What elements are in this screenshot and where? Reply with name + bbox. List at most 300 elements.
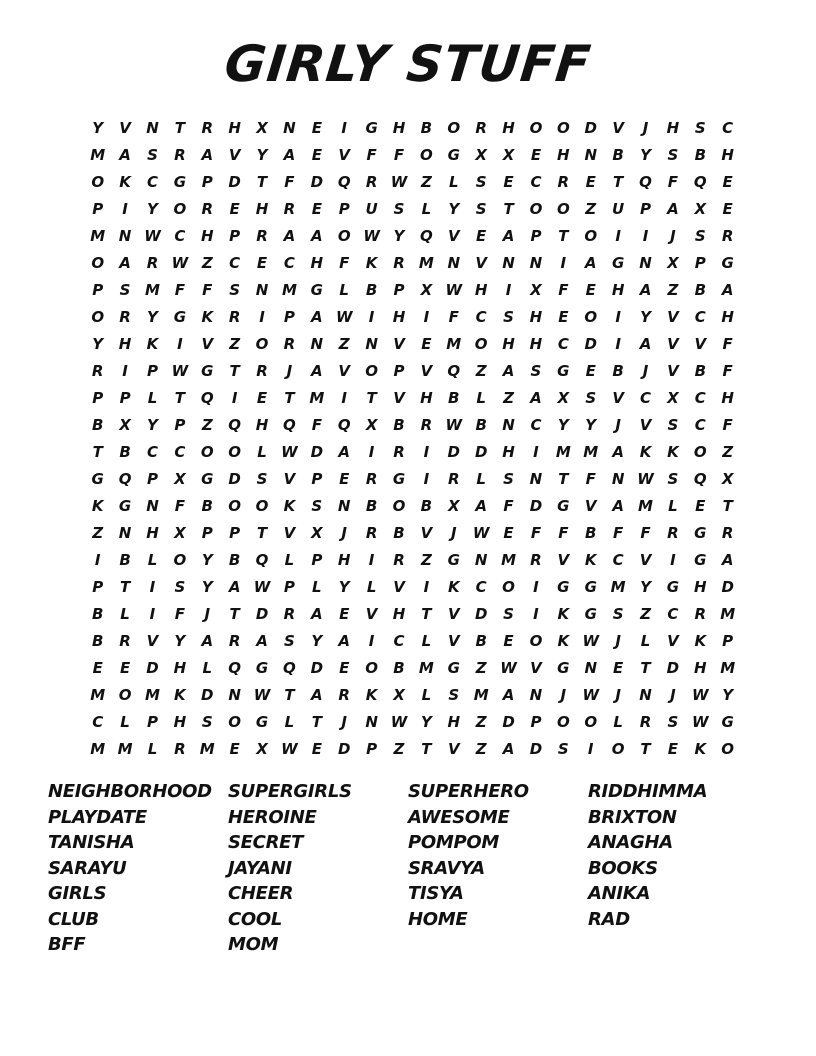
grid-letter[interactable]: R [393,442,405,461]
grid-letter[interactable]: V [393,388,405,407]
grid-letter[interactable]: O [173,199,187,218]
grid-letter[interactable]: P [119,388,131,407]
grid-letter[interactable]: N [365,334,378,353]
grid-letter[interactable]: F [722,415,733,434]
grid-letter[interactable]: Q [255,550,269,569]
grid-letter[interactable]: D [146,658,159,677]
grid-letter[interactable]: M [418,658,434,677]
grid-letter[interactable]: D [201,685,214,704]
grid-letter[interactable]: T [92,442,103,461]
grid-letter[interactable]: K [694,739,707,758]
grid-letter[interactable]: P [366,739,378,758]
grid-letter[interactable]: N [310,334,324,353]
grid-letter[interactable]: Y [92,118,104,137]
grid-letter[interactable]: G [447,550,460,569]
grid-letter[interactable]: P [338,199,350,218]
grid-letter[interactable]: G [584,577,597,596]
grid-letter[interactable]: M [583,442,599,461]
grid-letter[interactable]: M [90,739,106,758]
grid-letter[interactable]: N [639,685,652,704]
grid-letter[interactable]: V [447,739,460,758]
grid-letter[interactable]: Z [92,523,104,542]
grid-letter[interactable]: S [667,712,679,731]
grid-letter[interactable]: I [368,307,375,326]
grid-letter[interactable]: Y [640,145,651,164]
grid-letter[interactable]: Z [420,172,432,191]
grid-letter[interactable]: N [474,550,488,569]
grid-letter[interactable]: G [173,172,187,191]
grid-letter[interactable]: H [611,280,625,299]
grid-letter[interactable]: G [611,253,625,272]
grid-letter[interactable]: H [173,712,187,731]
grid-letter[interactable]: D [529,496,543,515]
grid-letter[interactable]: F [339,253,350,272]
grid-letter[interactable]: L [668,496,678,515]
grid-letter[interactable]: D [337,739,351,758]
grid-letter[interactable]: A [119,145,131,164]
grid-letter[interactable]: V [530,658,542,677]
grid-letter[interactable]: A [667,199,679,218]
grid-letter[interactable]: P [283,577,295,596]
grid-letter[interactable]: P [92,577,104,596]
grid-letter[interactable]: G [310,280,323,299]
grid-letter[interactable]: V [393,334,405,353]
grid-letter[interactable]: Y [338,577,350,596]
grid-letter[interactable]: V [201,334,214,353]
grid-letter[interactable]: H [502,442,515,461]
grid-letter[interactable]: X [119,415,131,434]
grid-letter[interactable]: I [177,334,183,353]
grid-letter[interactable]: F [202,280,213,299]
grid-letter[interactable]: R [338,685,350,704]
grid-letter[interactable]: A [721,550,734,569]
grid-letter[interactable]: Z [640,604,651,623]
grid-letter[interactable]: D [255,604,269,623]
grid-letter[interactable]: M [145,280,160,299]
grid-letter[interactable]: W [637,469,654,488]
grid-letter[interactable]: A [201,631,214,650]
grid-letter[interactable]: E [311,145,322,164]
grid-letter[interactable]: S [284,631,295,650]
grid-letter[interactable]: N [118,523,132,542]
grid-letter[interactable]: N [283,118,296,137]
grid-letter[interactable]: N [611,469,625,488]
grid-letter[interactable]: Y [201,550,213,569]
grid-letter[interactable]: W [253,685,271,704]
grid-letter[interactable]: F [612,523,624,542]
grid-letter[interactable]: Y [311,631,323,650]
grid-letter[interactable]: S [694,226,706,245]
grid-letter[interactable]: A [311,604,323,623]
grid-letter[interactable]: V [667,334,679,353]
grid-letter[interactable]: K [146,334,159,353]
grid-letter[interactable]: A [530,388,542,407]
grid-letter[interactable]: Z [475,739,487,758]
grid-letter[interactable]: B [475,415,487,434]
grid-letter[interactable]: C [612,550,624,569]
grid-letter[interactable]: H [474,280,488,299]
grid-letter[interactable]: H [146,523,159,542]
grid-letter[interactable]: I [560,253,567,272]
grid-letter[interactable]: N [365,712,378,731]
grid-letter[interactable]: G [584,604,597,623]
grid-letter[interactable]: I [122,361,128,380]
grid-letter[interactable]: K [365,685,378,704]
grid-letter[interactable]: G [666,577,680,596]
grid-letter[interactable]: S [448,685,460,704]
grid-letter[interactable]: E [311,118,322,137]
grid-letter[interactable]: P [311,469,323,488]
grid-letter[interactable]: K [557,604,570,623]
grid-letter[interactable]: I [149,604,156,623]
grid-letter[interactable]: C [283,253,295,272]
grid-letter[interactable]: B [119,550,131,569]
grid-letter[interactable]: F [174,604,185,623]
grid-letter[interactable]: J [286,361,293,380]
grid-letter[interactable]: R [667,523,679,542]
grid-letter[interactable]: B [119,442,131,461]
grid-letter[interactable]: T [421,604,432,623]
grid-letter[interactable]: O [228,496,242,515]
grid-letter[interactable]: L [147,550,158,569]
grid-letter[interactable]: V [639,415,652,434]
grid-letter[interactable]: B [694,280,706,299]
grid-letter[interactable]: B [393,658,405,677]
grid-letter[interactable]: M [446,334,462,353]
grid-letter[interactable]: G [557,658,570,677]
grid-letter[interactable]: Q [420,226,433,245]
grid-letter[interactable]: M [145,685,160,704]
grid-letter[interactable]: R [174,739,186,758]
grid-letter[interactable]: L [147,388,158,407]
grid-letter[interactable]: K [283,496,296,515]
grid-letter[interactable]: N [529,685,543,704]
grid-letter[interactable]: P [283,307,295,326]
grid-letter[interactable]: V [393,577,405,596]
grid-letter[interactable]: H [447,712,461,731]
grid-letter[interactable]: E [311,739,322,758]
grid-letter[interactable]: N [584,145,597,164]
grid-letter[interactable]: D [310,172,324,191]
grid-letter[interactable]: Q [118,469,132,488]
grid-letter[interactable]: L [284,712,295,731]
grid-letter[interactable]: E [503,631,514,650]
grid-letter[interactable]: E [92,658,103,677]
grid-letter[interactable]: W [692,712,709,731]
grid-letter[interactable]: C [722,118,734,137]
grid-letter[interactable]: X [694,199,707,218]
grid-letter[interactable]: X [174,523,186,542]
grid-letter[interactable]: H [392,118,406,137]
grid-letter[interactable]: H [118,334,132,353]
grid-letter[interactable]: R [119,307,131,326]
grid-letter[interactable]: F [530,523,542,542]
grid-letter[interactable]: G [173,307,187,326]
grid-letter[interactable]: P [146,361,158,380]
grid-letter[interactable]: B [694,145,706,164]
grid-letter[interactable]: V [639,550,652,569]
grid-letter[interactable]: W [445,415,463,434]
grid-letter[interactable]: O [502,577,515,596]
grid-letter[interactable]: J [560,685,567,704]
grid-letter[interactable]: I [615,334,621,353]
grid-letter[interactable]: D [721,577,734,596]
grid-letter[interactable]: A [311,361,323,380]
grid-letter[interactable]: A [119,253,131,272]
grid-letter[interactable]: Y [147,415,158,434]
grid-letter[interactable]: H [502,118,515,137]
grid-letter[interactable]: D [474,604,488,623]
grid-letter[interactable]: O [255,496,269,515]
grid-letter[interactable]: Y [147,307,158,326]
grid-letter[interactable]: W [500,658,517,677]
grid-letter[interactable]: I [368,442,375,461]
grid-letter[interactable]: O [91,172,105,191]
grid-letter[interactable]: R [146,253,159,272]
grid-letter[interactable]: B [91,631,104,650]
grid-letter[interactable]: H [392,604,406,623]
grid-letter[interactable]: U [612,199,625,218]
grid-letter[interactable]: H [529,307,543,326]
grid-letter[interactable]: E [612,658,624,677]
grid-letter[interactable]: C [530,415,542,434]
grid-letter[interactable]: P [393,280,405,299]
grid-letter[interactable]: A [612,442,624,461]
grid-letter[interactable]: X [502,145,515,164]
grid-letter[interactable]: O [228,712,242,731]
grid-letter[interactable]: Z [393,739,405,758]
grid-letter[interactable]: I [149,577,156,596]
grid-letter[interactable]: B [475,631,487,650]
grid-letter[interactable]: B [228,550,241,569]
grid-letter[interactable]: T [558,469,569,488]
grid-letter[interactable]: S [201,712,213,731]
grid-letter[interactable]: H [694,658,707,677]
grid-letter[interactable]: C [694,307,706,326]
grid-letter[interactable]: Q [447,361,461,380]
grid-letter[interactable]: S [503,307,514,326]
grid-letter[interactable]: K [694,631,707,650]
grid-letter[interactable]: Y [640,577,651,596]
grid-letter[interactable]: Z [503,388,514,407]
grid-letter[interactable]: L [202,658,213,677]
grid-letter[interactable]: T [174,388,185,407]
grid-letter[interactable]: D [529,739,543,758]
grid-letter[interactable]: X [311,523,323,542]
grid-letter[interactable]: C [393,631,405,650]
grid-letter[interactable]: T [722,496,733,515]
grid-letter[interactable]: Q [337,415,351,434]
grid-letter[interactable]: T [256,172,268,191]
grid-letter[interactable]: A [283,145,296,164]
grid-letter[interactable]: S [229,280,241,299]
grid-letter[interactable]: N [118,226,132,245]
grid-letter[interactable]: D [228,469,241,488]
grid-letter[interactable]: S [557,739,569,758]
grid-letter[interactable]: W [582,631,599,650]
grid-letter[interactable]: E [530,145,542,164]
grid-letter[interactable]: G [91,469,104,488]
grid-letter[interactable]: R [447,469,460,488]
grid-letter[interactable]: A [311,226,323,245]
grid-letter[interactable]: W [390,172,408,191]
grid-letter[interactable]: K [365,253,378,272]
grid-letter[interactable]: L [339,280,349,299]
grid-letter[interactable]: H [694,577,707,596]
grid-letter[interactable]: W [171,361,189,380]
grid-letter[interactable]: K [91,496,104,515]
grid-letter[interactable]: B [393,415,405,434]
grid-letter[interactable]: O [447,118,461,137]
grid-letter[interactable]: J [615,685,621,704]
grid-letter[interactable]: F [366,145,377,164]
grid-letter[interactable]: P [229,523,241,542]
grid-letter[interactable]: N [529,253,543,272]
grid-letter[interactable]: R [393,550,405,569]
grid-letter[interactable]: O [200,442,214,461]
grid-letter[interactable]: R [694,604,707,623]
grid-letter[interactable]: O [365,361,378,380]
grid-letter[interactable]: H [310,253,324,272]
grid-letter[interactable]: E [585,172,596,191]
grid-letter[interactable]: A [311,307,323,326]
grid-letter[interactable]: Z [229,334,241,353]
grid-letter[interactable]: Q [337,172,351,191]
grid-letter[interactable]: H [392,307,406,326]
grid-letter[interactable]: T [119,577,131,596]
grid-letter[interactable]: O [228,442,242,461]
grid-letter[interactable]: A [502,685,515,704]
grid-letter[interactable]: P [229,226,241,245]
grid-letter[interactable]: J [670,685,676,704]
grid-letter[interactable]: T [284,388,295,407]
grid-letter[interactable]: J [615,415,621,434]
grid-letter[interactable]: J [450,523,457,542]
grid-letter[interactable]: W [253,577,271,596]
grid-letter[interactable]: O [529,199,543,218]
grid-letter[interactable]: U [365,199,378,218]
grid-letter[interactable]: B [420,118,433,137]
grid-letter[interactable]: B [585,523,597,542]
grid-letter[interactable]: V [228,145,241,164]
grid-letter[interactable]: F [667,172,679,191]
grid-letter[interactable]: B [91,415,104,434]
grid-letter[interactable]: X [256,118,268,137]
grid-letter[interactable]: C [557,334,569,353]
grid-letter[interactable]: V [667,307,679,326]
grid-letter[interactable]: T [503,199,514,218]
grid-letter[interactable]: V [119,118,131,137]
grid-letter[interactable]: I [533,442,539,461]
grid-letter[interactable]: V [447,604,460,623]
grid-letter[interactable]: M [501,550,517,569]
grid-letter[interactable]: A [639,334,652,353]
grid-letter[interactable]: K [557,631,570,650]
grid-letter[interactable]: Y [640,307,651,326]
grid-letter[interactable]: I [122,199,128,218]
grid-letter[interactable]: T [366,388,377,407]
grid-letter[interactable]: A [283,226,296,245]
grid-letter[interactable]: Y [174,631,186,650]
grid-letter[interactable]: S [503,604,514,623]
grid-letter[interactable]: M [90,685,106,704]
grid-letter[interactable]: V [557,550,570,569]
grid-letter[interactable]: T [256,523,268,542]
grid-letter[interactable]: M [199,739,215,758]
grid-letter[interactable]: E [119,658,131,677]
grid-letter[interactable]: L [120,712,130,731]
grid-letter[interactable]: S [612,604,624,623]
grid-letter[interactable]: B [201,496,213,515]
grid-letter[interactable]: Y [585,415,597,434]
grid-letter[interactable]: E [339,469,350,488]
grid-letter[interactable]: K [174,685,186,704]
grid-letter[interactable]: R [721,523,734,542]
grid-letter[interactable]: A [256,631,268,650]
grid-letter[interactable]: I [423,577,430,596]
grid-letter[interactable]: C [694,388,706,407]
grid-letter[interactable]: X [365,415,378,434]
grid-letter[interactable]: L [421,631,432,650]
grid-letter[interactable]: O [556,118,570,137]
grid-letter[interactable]: H [200,226,214,245]
grid-letter[interactable]: B [91,604,104,623]
grid-letter[interactable]: G [392,469,406,488]
grid-letter[interactable]: L [640,631,651,650]
grid-letter[interactable]: P [530,712,542,731]
grid-letter[interactable]: C [146,172,158,191]
grid-letter[interactable]: G [365,118,378,137]
grid-letter[interactable]: R [721,226,734,245]
grid-letter[interactable]: H [173,658,187,677]
grid-letter[interactable]: V [146,631,159,650]
grid-letter[interactable]: Q [693,172,707,191]
grid-letter[interactable]: X [721,469,734,488]
grid-letter[interactable]: I [423,469,430,488]
grid-letter[interactable]: Q [283,415,296,434]
grid-letter[interactable]: M [473,685,489,704]
grid-letter[interactable]: R [393,253,405,272]
grid-letter[interactable]: F [722,361,733,380]
grid-letter[interactable]: Q [228,658,242,677]
grid-letter[interactable]: H [721,145,734,164]
grid-letter[interactable]: L [421,199,432,218]
grid-letter[interactable]: V [667,631,679,650]
grid-letter[interactable]: C [174,226,186,245]
grid-letter[interactable]: I [615,226,621,245]
grid-letter[interactable]: A [338,631,351,650]
grid-letter[interactable]: W [144,226,161,245]
grid-letter[interactable]: X [530,280,542,299]
grid-letter[interactable]: L [312,577,322,596]
grid-letter[interactable]: D [584,334,597,353]
grid-letter[interactable]: I [94,550,101,569]
grid-letter[interactable]: M [90,226,106,245]
grid-letter[interactable]: K [584,550,597,569]
grid-letter[interactable]: K [201,307,214,326]
grid-letter[interactable]: A [584,253,597,272]
grid-letter[interactable]: J [670,226,676,245]
grid-letter[interactable]: R [365,469,378,488]
grid-letter[interactable]: O [584,307,598,326]
grid-letter[interactable]: F [174,496,185,515]
grid-letter[interactable]: Z [475,712,487,731]
grid-letter[interactable]: P [722,631,734,650]
grid-letter[interactable]: T [284,685,295,704]
grid-letter[interactable]: A [721,280,734,299]
grid-letter[interactable]: H [228,118,241,137]
grid-letter[interactable]: M [610,577,626,596]
